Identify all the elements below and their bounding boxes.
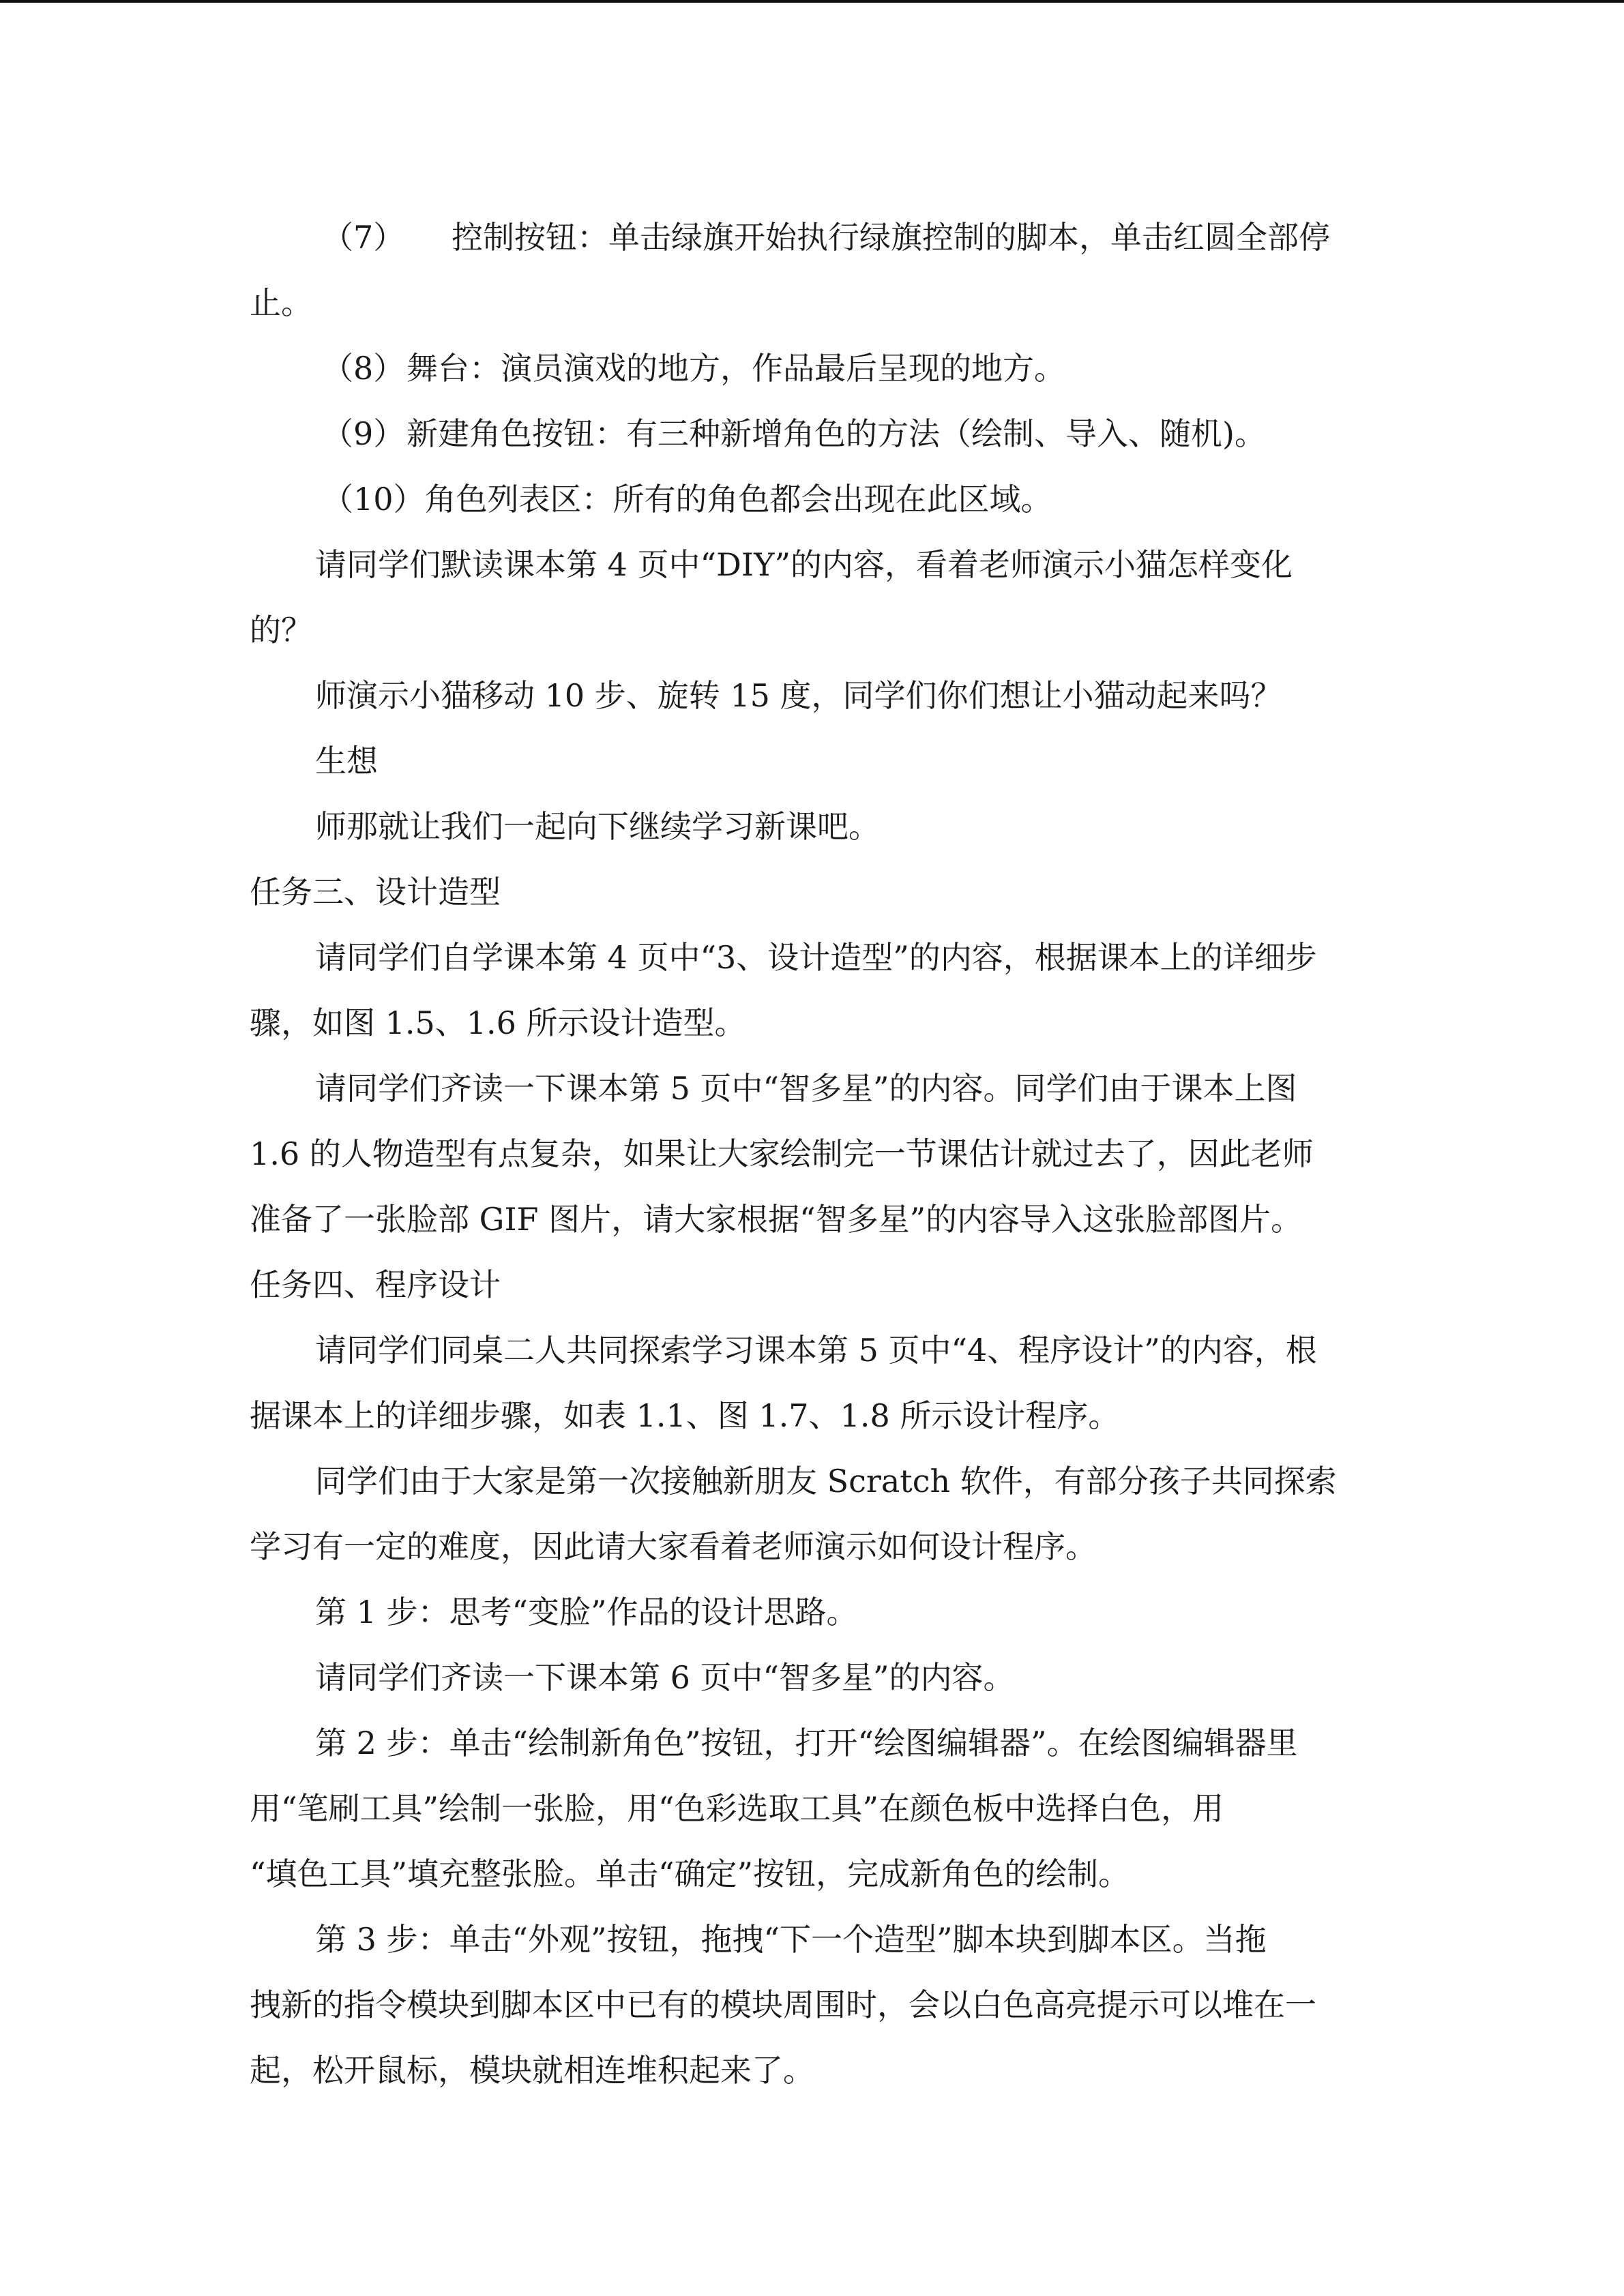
paragraph-student-response: 生想 <box>315 743 378 779</box>
document-page <box>250 205 1382 2103</box>
paragraph-read-textbook: 请同学们齐读一下课本第 6 页中“智多星”的内容。 <box>315 1659 1015 1696</box>
top-border-line <box>0 0 1624 3</box>
paragraph-step-2-line-1: 第 2 步：单击“绘制新角色”按钮，打开“绘图编辑器”。在绘图编辑器里 <box>315 1725 1298 1761</box>
paragraph-step-2-line-2: 用“笔刷工具”绘制一张脸，用“色彩选取工具”在颜色板中选择白色，用 <box>250 1790 1224 1827</box>
list-item-8 <box>250 336 1382 401</box>
paragraph-task3-1-line-1: 请同学们自学课本第 4 页中“3、设计造型”的内容，根据课本上的详细步 <box>315 939 1317 976</box>
paragraph-task4-1-line-2: 据课本上的详细步骤，如表 1.1、图 1.7、1.8 所示设计程序。 <box>250 1397 1120 1434</box>
paragraph-step-1: 第 1 步：思考“变脸”作品的设计思路。 <box>315 1594 858 1630</box>
heading-task-4: 任务四、程序设计 <box>250 1266 501 1303</box>
paragraph-diy-line-2: 的？ <box>250 612 312 648</box>
paragraph-task3-2-line-3: 准备了一张脸部 GIF 图片，请大家根据“智多星”的内容导入这张脸部图片。 <box>250 1201 1303 1238</box>
paragraph-task4-2-line-2: 学习有一定的难度，因此请大家看着老师演示如何设计程序。 <box>250 1528 1097 1565</box>
paragraph-step-2-line-3: “填色工具”填充整张脸。单击“确定”按钮，完成新角色的绘制。 <box>250 1855 1130 1892</box>
paragraph-step-3-line-1: 第 3 步：单击“外观”按钮，拖拽“下一个造型”脚本块到脚本区。当拖 <box>315 1921 1267 1958</box>
paragraph-task4-2-line-1: 同学们由于大家是第一次接触新朋友 Scratch 软件，有部分孩子共同探索 <box>315 1463 1337 1500</box>
paragraph-diy-line-1: 请同学们默读课本第 4 页中“DIY”的内容，看着老师演示小猫怎样变化 <box>315 546 1293 583</box>
list-item-text: 角色列表区：所有的角色都会出现在此区域。 <box>424 481 1052 518</box>
list-item-7 <box>250 205 1382 270</box>
list-item-text: 舞台：演员演戏的地方，作品最后呈现的地方。 <box>407 350 1065 387</box>
list-item-text: 控制按钮：单击绿旗开始执行绿旗控制的脚本，单击红圆全部停 <box>452 219 1330 256</box>
list-item-10 <box>250 466 1382 532</box>
paragraph-continue-lesson: 师那就让我们一起向下继续学习新课吧。 <box>315 808 880 845</box>
list-item-number: （7） <box>322 219 405 256</box>
heading-task-3: 任务三、设计造型 <box>250 874 501 910</box>
list-item-number: （10） <box>322 481 425 518</box>
list-item-number: （8） <box>322 350 405 387</box>
paragraph-task3-1-line-2: 骤，如图 1.5、1.6 所示设计造型。 <box>250 1004 746 1041</box>
list-item-number: （9） <box>322 415 405 452</box>
paragraph-teacher-demo: 师演示小猫移动 10 步、旋转 15 度，同学们你们想让小猫动起来吗？ <box>315 677 1282 714</box>
list-item-text: 新建角色按钮：有三种新增角色的方法（绘制、导入、随机)。 <box>407 415 1266 452</box>
paragraph-step-3-line-2: 拽新的指令模块到脚本区中已有的模块周围时，会以白色高亮提示可以堆在一 <box>250 1986 1316 2023</box>
paragraph-task4-1-line-1: 请同学们同桌二人共同探索学习课本第 5 页中“4、程序设计”的内容，根 <box>315 1332 1317 1369</box>
paragraph-task3-2-line-2: 1.6 的人物造型有点复杂，如果让大家绘制完一节课估计就过去了，因此老师 <box>250 1135 1314 1172</box>
paragraph-step-3-line-3: 起，松开鼠标，模块就相连堆积起来了。 <box>250 2052 814 2089</box>
list-item-9 <box>250 401 1382 466</box>
paragraph-task3-2-line-1: 请同学们齐读一下课本第 5 页中“智多星”的内容。同学们由于课本上图 <box>315 1070 1297 1107</box>
list-item-7-continuation: 止。 <box>250 284 312 321</box>
